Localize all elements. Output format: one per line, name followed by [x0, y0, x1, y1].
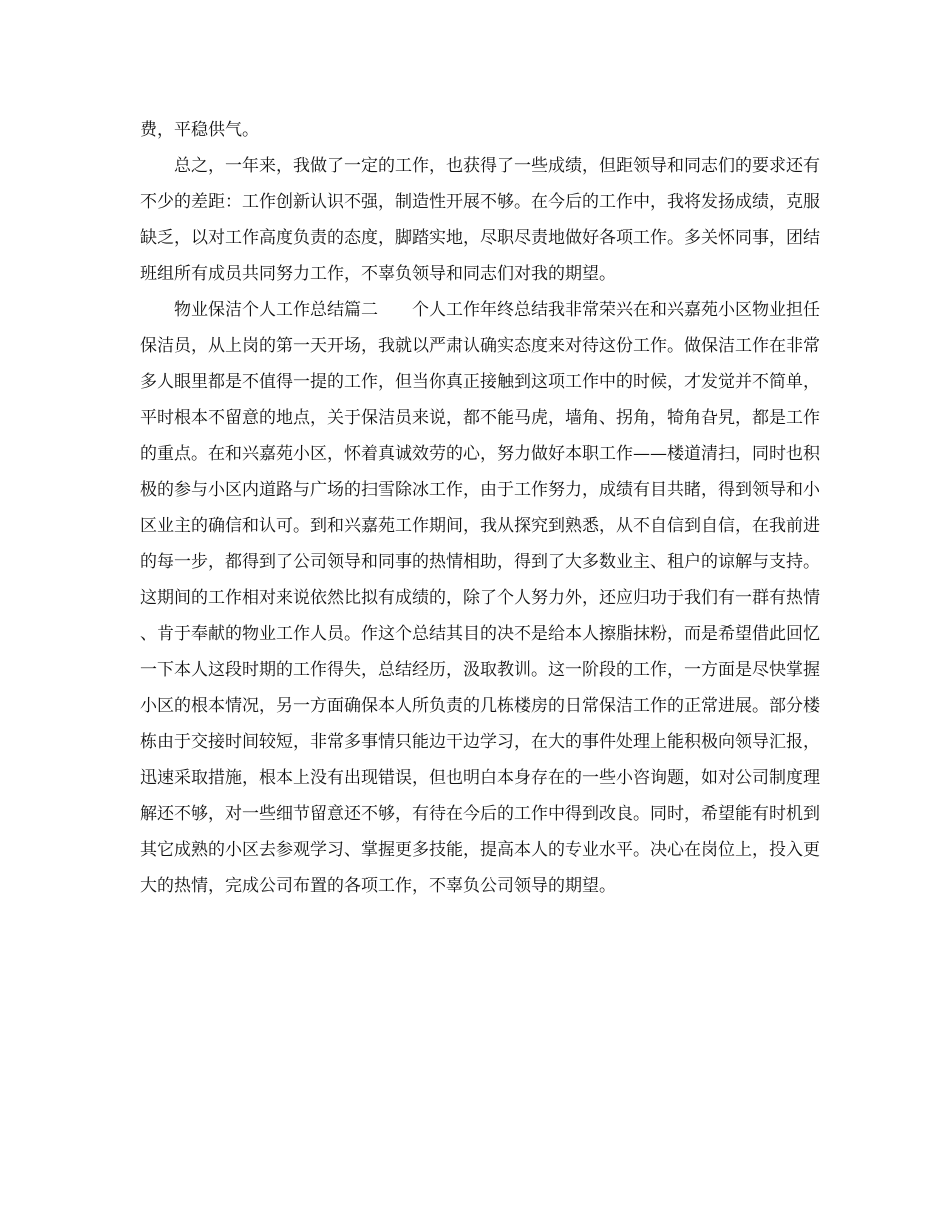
paragraph-continuation: 费，平稳供气。	[140, 120, 259, 140]
document-body	[140, 112, 820, 904]
paragraph-section-two: 物业保洁个人工作总结篇二 个人工作年终总结我非常荣兴在和兴嘉苑小区物业担任保洁员，从上岗的第一天开场，我就以严肃认确实态度来对待这份工作。做保洁工作在非常多人眼里都是不值得一提的工作，但当你真正接触到这项工作中的时候，才发觉并不简单，平时根本不留意的地点，关于保洁员来说，都不能马虎，墙角、拐角，犄角旮旯，都是工作的重点。在和兴嘉苑小区，怀着真诚效劳的心，努力做好本职工作——楼道清扫，同时也积极的参与小区内道路与广场的扫雪除冰工作，由于工作努力，成绩有目共睹，得到领导和小区业主的确信和认可。到和兴嘉苑工作期间，我从探究到熟悉，从不自信到自信，在我前进的每一步，都得到了公司领导和同事的热情相助，得到了大多数业主、租户的谅解与支持。这期间的工作相对来说依然比拟有成绩的，除了个人努力外，还应归功于我们有一群有热情、肯于奉献的物业工作人员。作这个总结其目的决不是给本人擦脂抹粉，而是希望借此回忆一下本人这段时期的工作得失，总结经历，汲取教训。这一阶段的工作，一方面是尽快掌握小区的根本情况，另一方面确保本人所负责的几栋楼房的日常保洁工作的正常进展。部分楼栋由于交接时间较短，非常多事情只能边干边学习，在大的事件处理上能积极向领导汇报，迅速采取措施，根本上没有出现错误，但也明白本身存在的一些小咨询题，如对公司制度理解还不够，对一些细节留意还不够，有待在今后的工作中得到改良。同时，希望能有时机到其它成熟的小区去参观学习、掌握更多技能，提高本人的专业水平。决心在岗位上，投入更大的热情，完成公司布置的各项工作，不辜负公司领导的期望。	[140, 300, 820, 896]
paragraph-summary: 总之，一年来，我做了一定的工作，也获得了一些成绩，但距领导和同志们的要求还有不少的差距：工作创新认识不强，制造性开展不够。在今后的工作中，我将发扬成绩，克服缺乏，以对工作高度负责的态度，脚踏实地，尽职尽责地做好各项工作。多关怀同事，团结班组所有成员共同努力工作，不辜负领导和同志们对我的期望。	[140, 156, 820, 284]
